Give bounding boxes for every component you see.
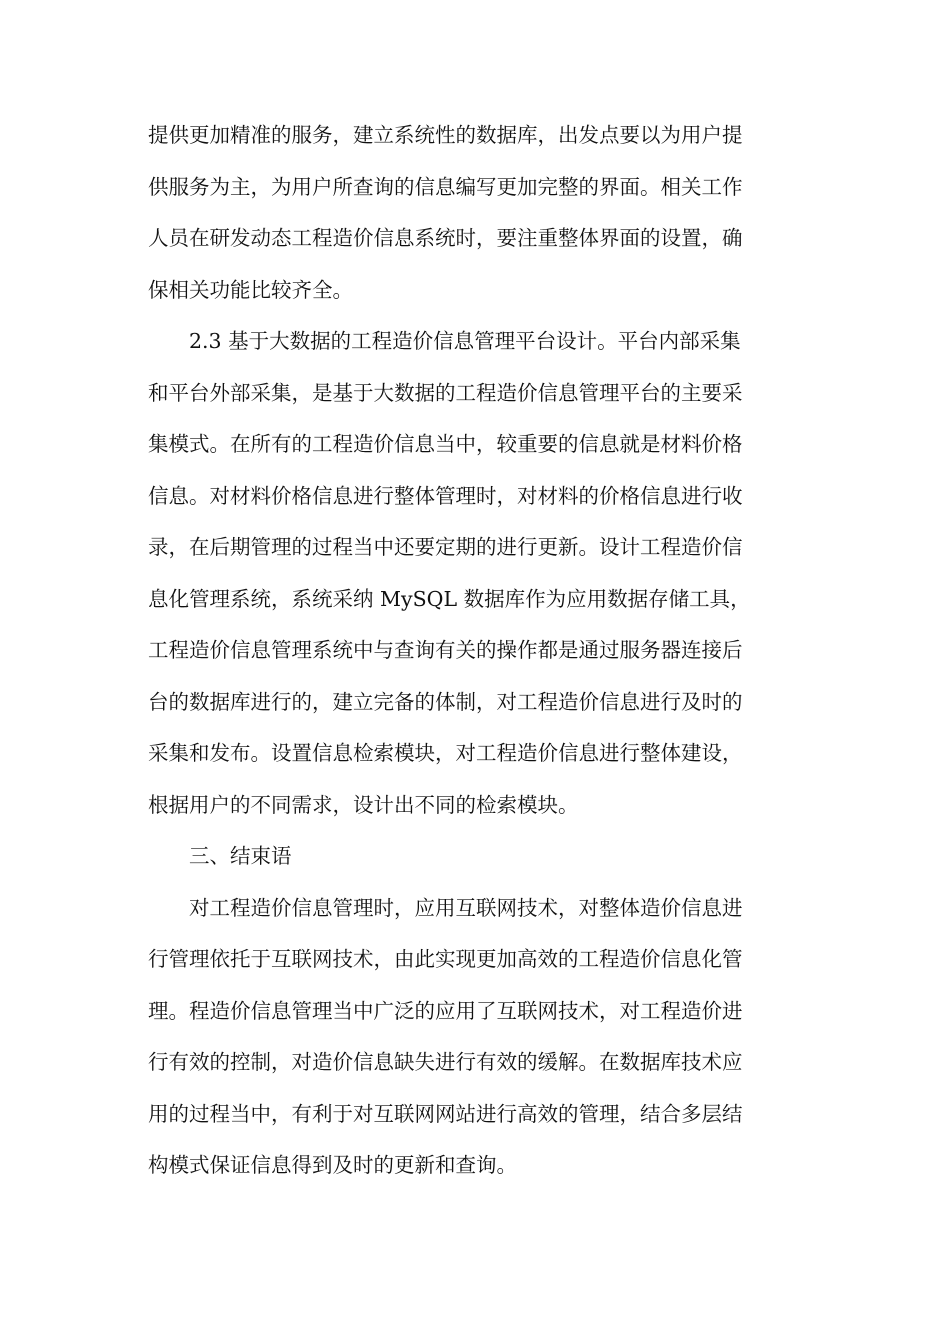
text-line: 理。程造价信息管理当中广泛的应用了互联网技术，对工程造价进: [148, 998, 743, 1023]
text-line: 行管理依托于互联网技术，由此实现更加高效的工程造价信息化管: [148, 947, 743, 971]
text-line: 人员在研发动态工程造价信息系统时，要注重整体界面的设置，确: [148, 226, 743, 250]
text-line: 用的过程当中，有利于对互联网网站进行高效的管理，结合多层结: [148, 1101, 743, 1126]
text-line: 采集和发布。设置信息检索模块，对工程造价信息进行整体建设，: [148, 741, 743, 765]
document-body: [148, 110, 798, 1192]
text-line: 行有效的控制，对造价信息缺失进行有效的缓解。在数据库技术应: [148, 1050, 743, 1074]
text-line: 和平台外部采集，是基于大数据的工程造价信息管理平台的主要采: [148, 380, 743, 405]
text-line: 对工程造价信息管理时，应用互联网技术，对整体造价信息进: [189, 895, 743, 920]
section-heading-conclusion: [148, 831, 798, 883]
text-line: 录，在后期管理的过程当中还要定期的进行更新。设计工程造价信: [148, 535, 743, 559]
text-line: 信息。对材料价格信息进行整体管理时，对材料的价格信息进行收: [148, 483, 743, 508]
text-line: 根据用户的不同需求，设计出不同的检索模块。: [148, 792, 579, 817]
text-line: 提供更加精准的服务，建立系统性的数据库，出发点要以为用户提: [148, 123, 743, 147]
text-line: 息化管理系统，系统采纳 MySQL 数据库作为应用数据存储工具，: [148, 586, 751, 611]
paragraph-2-3-platform-design: [148, 316, 798, 831]
text-line: 2.3 基于大数据的工程造价信息管理平台设计。平台内部采集: [189, 329, 741, 353]
text-line: 工程造价信息管理系统中与查询有关的操作都是通过服务器连接后: [148, 638, 743, 662]
paragraph-conclusion: [148, 883, 798, 1192]
paragraph-1: [148, 110, 798, 316]
text-line: 台的数据库进行的，建立完备的体制，对工程造价信息进行及时的: [148, 689, 743, 714]
section-heading: 三、结束语: [189, 844, 292, 868]
text-line: 构模式保证信息得到及时的更新和查询。: [148, 1153, 517, 1177]
text-line: 供服务为主，为用户所查询的信息编写更加完整的界面。相关工作: [148, 174, 743, 199]
text-line: 保相关功能比较齐全。: [148, 277, 353, 302]
text-line: 集模式。在所有的工程造价信息当中，较重要的信息就是材料价格: [148, 432, 743, 456]
